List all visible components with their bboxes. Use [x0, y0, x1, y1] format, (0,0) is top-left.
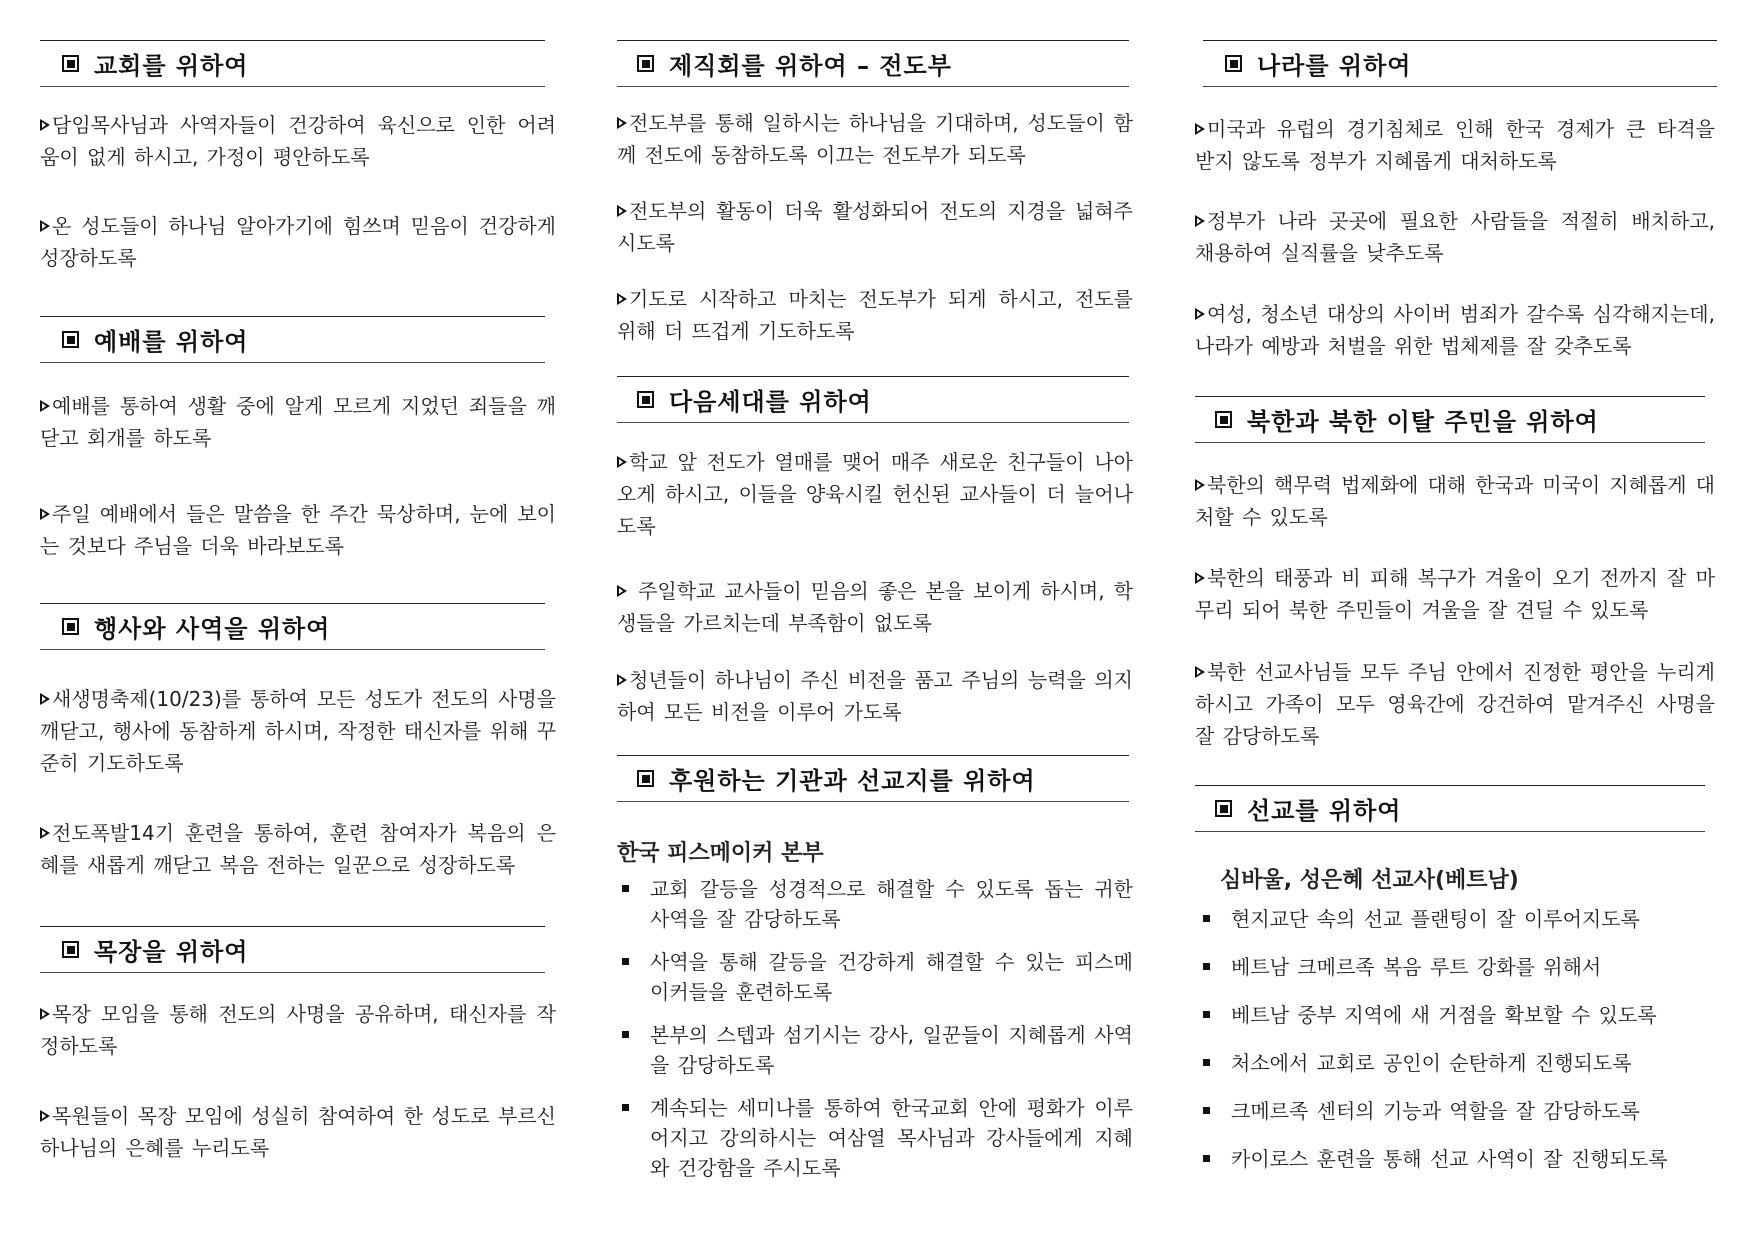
square-bullet-icon — [622, 885, 629, 892]
bullet-item: 크메르족 센터의 기능과 역할을 잘 감당하도록 — [1203, 1096, 1713, 1126]
section-heading-church — [40, 40, 545, 87]
section-title: 교회를 위하여 — [94, 52, 249, 80]
bullet-item: 처소에서 교회로 공인이 순탄하게 진행되도록 — [1203, 1048, 1713, 1078]
triangle-right-icon — [1195, 479, 1205, 491]
square-bullet-icon — [1203, 963, 1210, 970]
section-heading-next-generation — [617, 376, 1129, 423]
triangle-right-icon — [617, 585, 627, 597]
section-heading-deacons-evangelism — [617, 40, 1129, 87]
triangle-right-icon — [40, 693, 50, 705]
section-heading-worship — [40, 316, 545, 363]
organization-name: 한국 피스메이커 본부 — [617, 841, 824, 866]
triangle-right-icon — [40, 1008, 50, 1020]
section-title: 행사와 사역을 위하여 — [94, 615, 331, 643]
section-heading-missions — [1195, 785, 1705, 832]
square-bullet-icon — [622, 1104, 629, 1111]
bullet-item: 현지교단 속의 선교 플랜팅이 잘 이루어지도록 — [1203, 904, 1713, 934]
missionary-name: 심바울, 성은혜 선교사(베트남) — [1220, 868, 1519, 893]
section-title: 선교를 위하여 — [1247, 797, 1402, 825]
section-title: 북한과 북한 이탈 주민을 위하여 — [1247, 408, 1599, 436]
section-heading-north-korea — [1195, 396, 1705, 443]
square-bullet-icon — [1203, 1107, 1210, 1114]
triangle-right-icon — [40, 508, 50, 520]
square-in-square-icon — [62, 55, 79, 72]
prayer-item: 북한의 태풍과 비 피해 복구가 겨울이 오기 전까지 잘 마무리 되어 북한 주민들이 겨울을 잘 견딜 수 있도록 — [1195, 566, 1715, 622]
bullet-item: 계속되는 세미나를 통하여 한국교회 안에 평화가 이루어지고 강의하시는 여삼열 목사님과 강사들에게 지혜와 건강함을 주시도록 — [622, 1093, 1133, 1183]
prayer-item: 기도로 시작하고 마치는 전도부가 되게 하시고, 전도를 위해 더 뜨겁게 기도하도록 — [617, 287, 1133, 343]
triangle-right-icon — [1195, 666, 1205, 678]
triangle-right-icon — [1195, 215, 1205, 227]
section-title: 나라를 위하여 — [1257, 52, 1412, 80]
section-heading-cell-group — [40, 926, 545, 973]
square-in-square-icon — [637, 770, 654, 787]
section-heading-supported-missions — [617, 755, 1129, 802]
prayer-item: 주일 예배에서 들은 말씀을 한 주간 묵상하며, 눈에 보이는 것보다 주님을 더욱 바라보도록 — [40, 502, 556, 558]
bullet-item: 베트남 크메르족 복음 루트 강화를 위해서 — [1203, 952, 1713, 982]
square-bullet-icon — [1203, 1011, 1210, 1018]
prayer-item: 정부가 나라 곳곳에 필요한 사람들을 적절히 배치하고, 채용하여 실직률을 낮추도록 — [1195, 209, 1715, 265]
prayer-item: 전도부의 활동이 더욱 활성화되어 전도의 지경을 넓혀주시도록 — [617, 199, 1133, 255]
square-in-square-icon — [62, 941, 79, 958]
section-title: 후원하는 기관과 선교지를 위하여 — [669, 767, 1036, 795]
prayer-item: 목원들이 목장 모임에 성실히 참여하여 한 성도로 부르신 하나님의 은혜를 누리도록 — [40, 1104, 556, 1160]
square-in-square-icon — [1225, 55, 1242, 72]
prayer-item: 새생명축제(10/23)를 통하여 모든 성도가 전도의 사명을 깨닫고, 행사에 동참하게 하시며, 작정한 태신자를 위해 꾸준히 기도하도록 — [40, 687, 556, 775]
section-title: 제직회를 위하여 – 전도부 — [669, 52, 952, 80]
square-bullet-icon — [1203, 915, 1210, 922]
section-heading-nation — [1203, 40, 1717, 87]
square-bullet-icon — [622, 1031, 629, 1038]
triangle-right-icon — [40, 1110, 50, 1122]
bullet-item: 본부의 스텝과 섬기시는 강사, 일꾼들이 지혜롭게 사역을 감당하도록 — [622, 1020, 1133, 1080]
square-in-square-icon — [62, 331, 79, 348]
triangle-right-icon — [40, 119, 50, 131]
prayer-item: 학교 앞 전도가 열매를 맺어 매주 새로운 친구들이 나아오게 하시고, 이들을 양육시킬 헌신된 교사들이 더 늘어나도록 — [617, 450, 1133, 538]
section-title: 다음세대를 위하여 — [669, 388, 872, 416]
bullet-item: 카이로스 훈련을 통해 선교 사역이 잘 진행되도록 — [1203, 1144, 1713, 1174]
prayer-item: 주일학교 교사들이 믿음의 좋은 본을 보이게 하시며, 학생들을 가르치는데 부족함이 없도록 — [617, 579, 1133, 635]
triangle-right-icon — [40, 400, 50, 412]
square-in-square-icon — [1215, 800, 1232, 817]
prayer-item: 전도폭발14기 훈련을 통하여, 훈련 참여자가 복음의 은혜를 새롭게 깨닫고 복음 전하는 일꾼으로 성장하도록 — [40, 821, 556, 877]
bullet-item: 베트남 중부 지역에 새 거점을 확보할 수 있도록 — [1203, 1000, 1713, 1030]
triangle-right-icon — [617, 456, 627, 468]
triangle-right-icon — [40, 827, 50, 839]
bullet-item: 교회 갈등을 성경적으로 해결할 수 있도록 돕는 귀한 사역을 잘 감당하도록 — [622, 874, 1133, 934]
bullet-item: 사역을 통해 갈등을 건강하게 해결할 수 있는 피스메이커들을 훈련하도록 — [622, 947, 1133, 1007]
section-heading-events — [40, 603, 545, 650]
triangle-right-icon — [1195, 308, 1205, 320]
triangle-right-icon — [617, 117, 627, 129]
prayer-item: 전도부를 통해 일하시는 하나님을 기대하며, 성도들이 함께 전도에 동참하도록 이끄는 전도부가 되도록 — [617, 111, 1133, 167]
square-in-square-icon — [1215, 411, 1232, 428]
triangle-right-icon — [40, 220, 50, 232]
triangle-right-icon — [1195, 572, 1205, 584]
square-in-square-icon — [62, 618, 79, 635]
square-in-square-icon — [637, 391, 654, 408]
prayer-item: 여성, 청소년 대상의 사이버 범죄가 갈수록 심각해지는데, 나라가 예방과 처벌을 위한 법체제를 잘 갖추도록 — [1195, 302, 1715, 358]
prayer-item: 목장 모임을 통해 전도의 사명을 공유하며, 태신자를 작정하도록 — [40, 1002, 556, 1058]
section-title: 예배를 위하여 — [94, 328, 249, 356]
prayer-item: 온 성도들이 하나님 알아가기에 힘쓰며 믿음이 건강하게 성장하도록 — [40, 214, 556, 270]
section-title: 목장을 위하여 — [94, 938, 249, 966]
prayer-item: 북한의 핵무력 법제화에 대해 한국과 미국이 지혜롭게 대처할 수 있도록 — [1195, 473, 1715, 529]
square-bullet-icon — [622, 958, 629, 965]
square-bullet-icon — [1203, 1059, 1210, 1066]
prayer-item: 미국과 유럽의 경기침체로 인해 한국 경제가 큰 타격을 받지 않도록 정부가 지혜롭게 대처하도록 — [1195, 117, 1715, 173]
triangle-right-icon — [617, 205, 627, 217]
triangle-right-icon — [617, 293, 627, 305]
triangle-right-icon — [1195, 123, 1205, 135]
triangle-right-icon — [617, 674, 627, 686]
prayer-item: 담임목사님과 사역자들이 건강하여 육신으로 인한 어려움이 없게 하시고, 가정이 평안하도록 — [40, 113, 556, 169]
square-in-square-icon — [637, 55, 654, 72]
prayer-item: 예배를 통하여 생활 중에 알게 모르게 지었던 죄들을 깨닫고 회개를 하도록 — [40, 394, 556, 450]
square-bullet-icon — [1203, 1155, 1210, 1162]
prayer-item: 북한 선교사님들 모두 주님 안에서 진정한 평안을 누리게 하시고 가족이 모두 영육간에 강건하여 맡겨주신 사명을 잘 감당하도록 — [1195, 660, 1715, 748]
prayer-item: 청년들이 하나님이 주신 비전을 품고 주님의 능력을 의지하여 모든 비전을 이루어 가도록 — [617, 668, 1133, 724]
